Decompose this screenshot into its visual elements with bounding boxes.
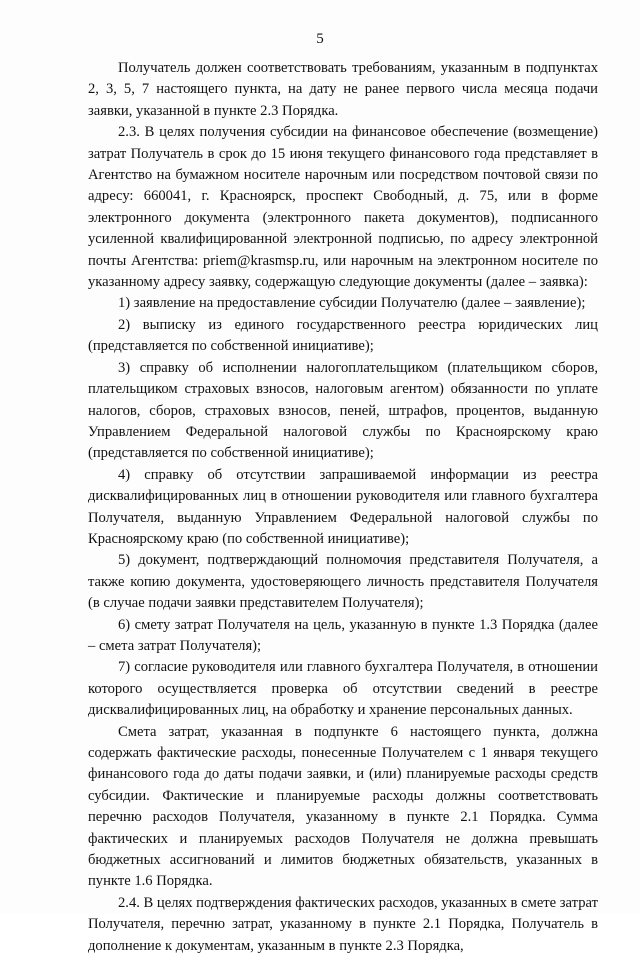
list-item-6: 6) смету затрат Получателя на цель, указанную в пункте 1.3 Порядка (далее – смета затрат Получателя); [88,616,598,654]
list-item-3: 3) справку об исполнении налогоплательщиком (плательщиком сборов, плательщиком страховых взносов, налоговым агентом) обязанности по уплате налогов, сборов, страховых взносов, пеней, штрафов, процентов, выданную Управлением Федеральной налоговой службы по Красноярскому краю (представляется по собственной инициативе); [88,359,598,462]
paragraph-recipient-requirements: Получатель должен соответствовать требованиям, указанным в подпунктах 2, 3, 5, 7 настоящего пункта, на дату не ранее первого числа месяца подачи заявки, указанной в пункте 2.3 Порядка. [88,60,598,119]
list-item-2: 2) выписку из единого государственного реестра юридических лиц (представляется по собственной инициативе); [88,316,598,355]
page-number: 5 [316,31,324,47]
list-item-5: 5) документ, подтверждающий полномочия представителя Получателя, а также копию документа, удостоверяющего личность представителя Получателя (в случае подачи заявки представителем Получателя); [88,552,598,612]
paragraph-cost-estimate: Смета затрат, указанная в подпункте 6 настоящего пункта, должна содержать фактические расходы, понесенные Получателем с 1 января текущего финансового года до даты подачи заявки, и (или) планируемые расходы средств субсидии. Фактические и планируемые расходы должны соответствовать перечню расходов Получателя, указанному в пункте 2.1 Порядка. Сумма фактических и планируемых расходов Получателя не должна превышать бюджетных ассигнований и лимитов бюджетных обязательств, указанных в пункте 1.6 Порядка. [88,723,598,890]
list-item-4: 4) справку об отсутствии запрашиваемой информации из реестра дисквалифицированных лиц в отношении руководителя или главного бухгалтера Получателя, выданную Управлением Федеральной налоговой службы по Красноярскому краю (по собственной инициативе); [88,466,598,547]
list-item-7: 7) согласие руководителя или главного бухгалтера Получателя, в отношении которого осуществляется проверка об отсутствии сведений в реестре дисквалифицированных лиц, на обработку и хранение персональных данных. [88,659,598,719]
paragraph-clause-2-4: 2.4. В целях подтверждения фактических расходов, указанных в смете затрат Получателя, перечню затрат, указанному в пункте 2.1 Порядка, Получатель в дополнение к документам, указанным в пункте 2.3 Порядка, [88,894,598,954]
document-body [88,58,598,957]
paragraph-clause-2-3: 2.3. В целях получения субсидии на финансовое обеспечение (возмещение) затрат Получатель в срок до 15 июня текущего финансового года представляет в Агентство на бумажном носителе нарочным или посредством почтовой связи по адресу: 660041, г. Красноярск, проспект Свободный, д. 75, или в форме электронного документа (электронного пакета документов), подписанного усиленной квалифицированной электронной подписью, по адресу электронной почты Агентства: priem@krasmsp.ru, или нарочным на электронном носителе по указанному адресу заявку, содержащую следующие документы (далее – заявка): [88,124,598,291]
list-item-1: 1) заявление на предоставление субсидии Получателю (далее – заявление); [118,295,586,312]
